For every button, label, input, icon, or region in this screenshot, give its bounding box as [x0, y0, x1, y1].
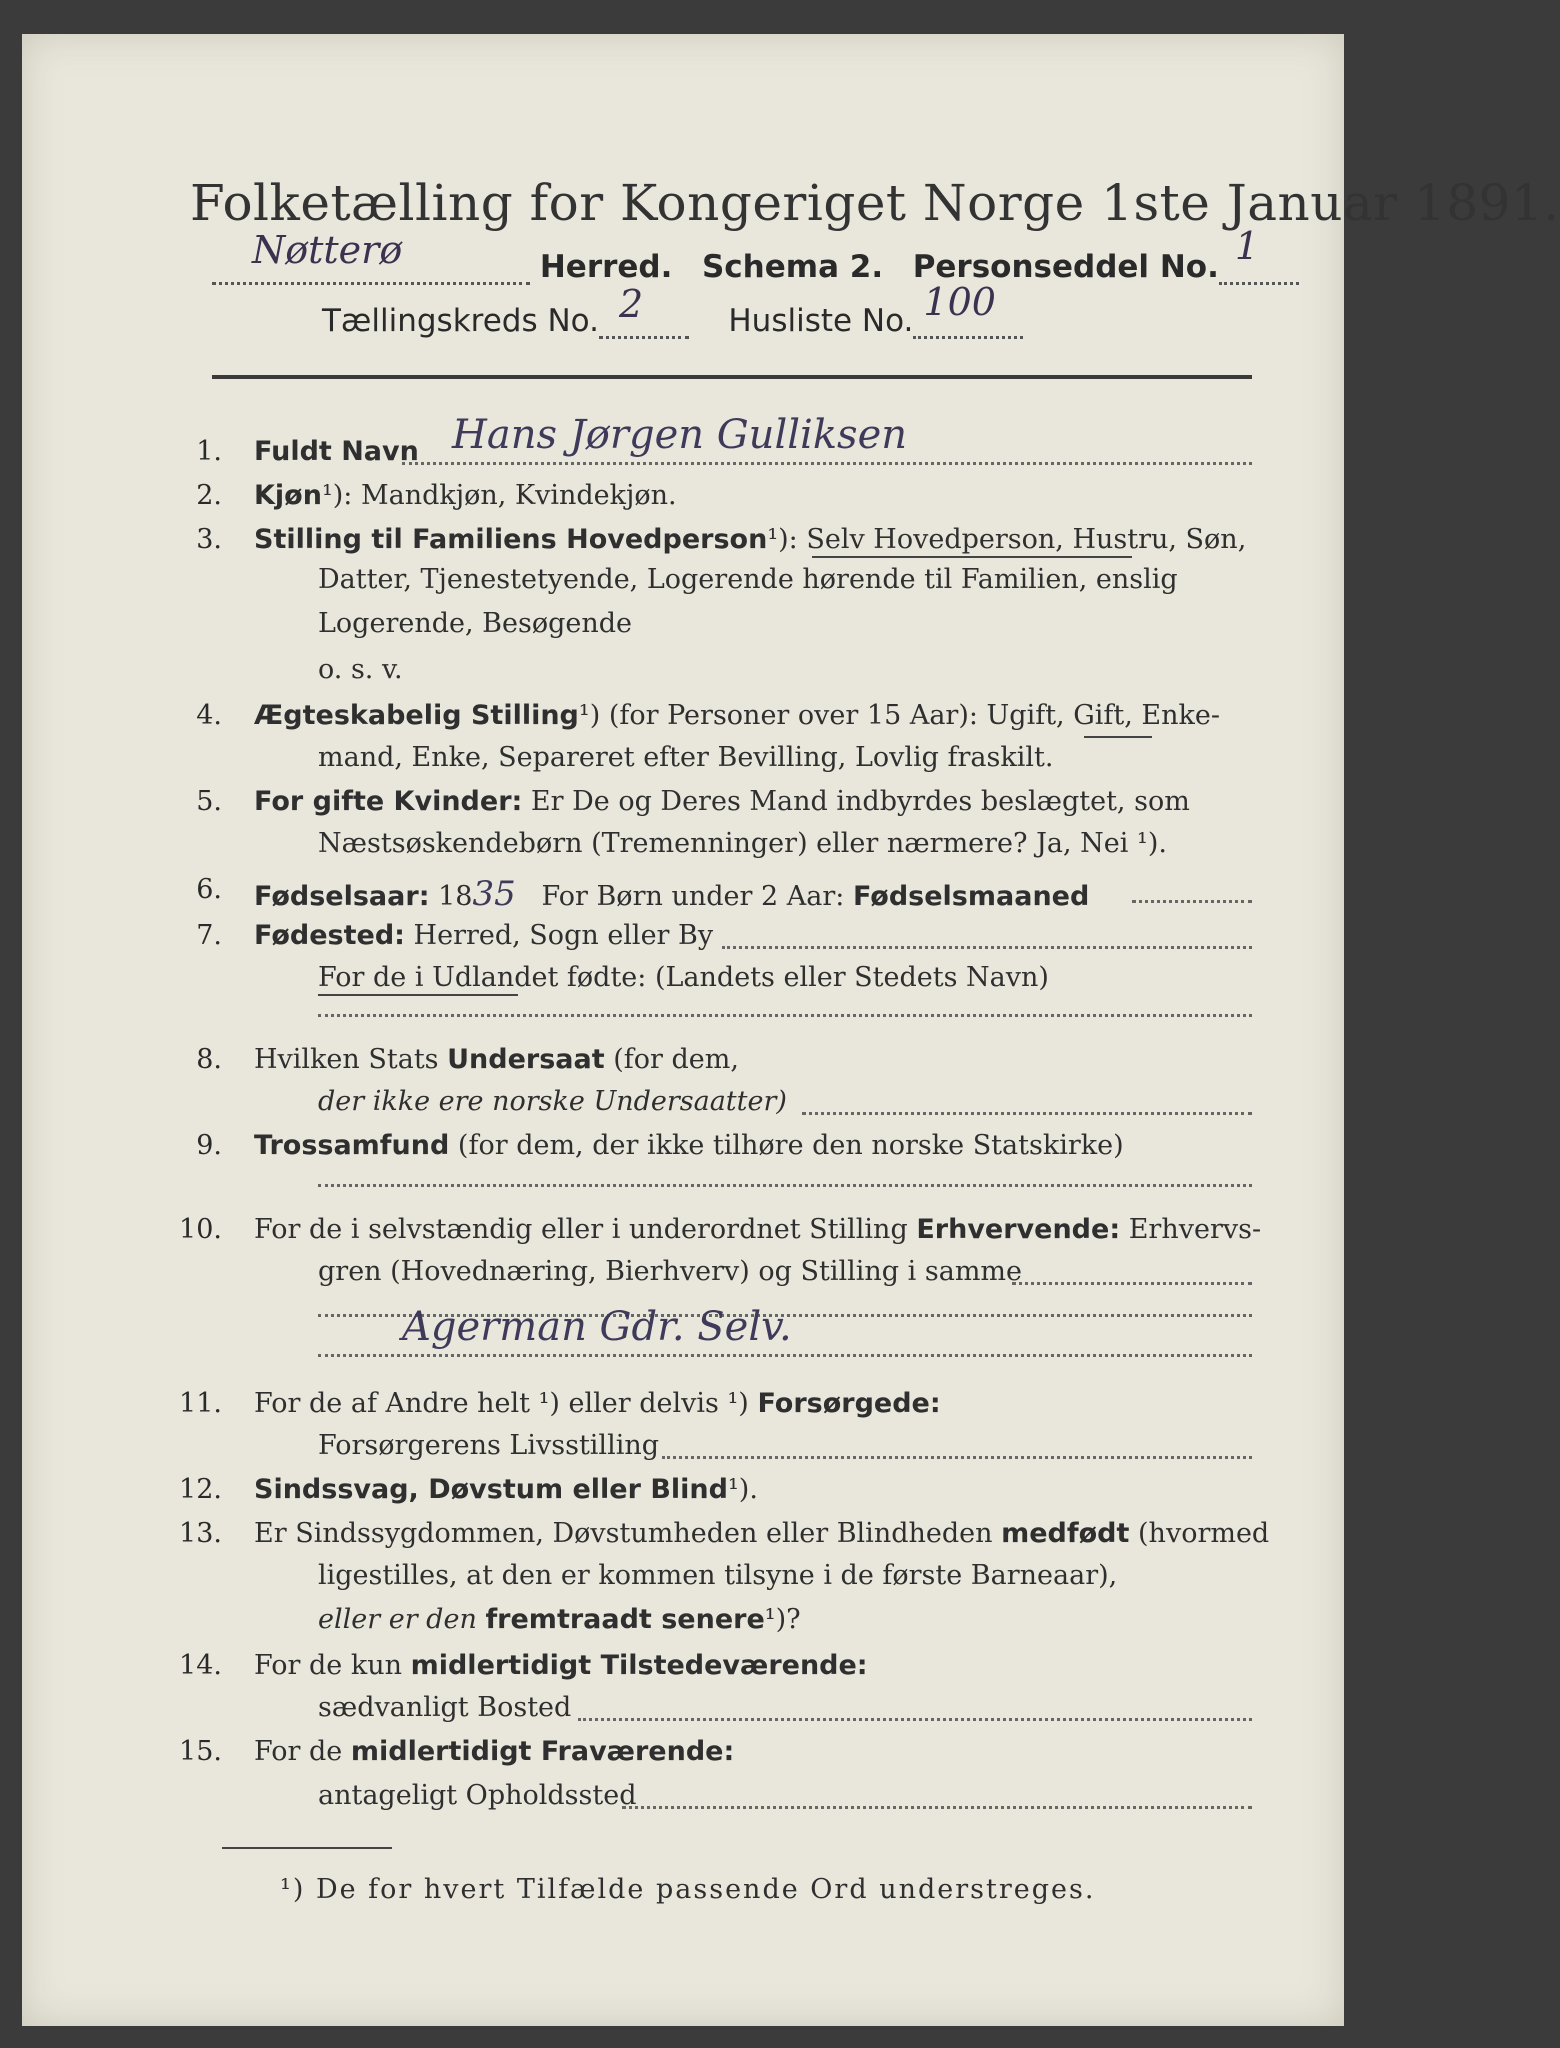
q11-cont1: Forsørgerens Livsstilling — [318, 1430, 660, 1461]
form-title: Folketælling for Kongeriget Norge 1ste Januar 1891. — [190, 174, 1560, 232]
q13-row — [254, 1518, 1269, 1549]
q2-row — [254, 480, 677, 511]
q6-number: 6. — [196, 874, 222, 905]
q13-cont2 — [318, 1604, 801, 1635]
q10-text: Erhvervs- — [1128, 1214, 1262, 1245]
herred-row — [212, 224, 1262, 285]
q4-underline — [1084, 736, 1152, 738]
q10-number: 10. — [179, 1214, 222, 1245]
q3-text: ¹): Selv Hovedperson, Hustru, Søn, — [767, 524, 1247, 555]
q7-number: 7. — [196, 920, 222, 951]
q8-row — [254, 1044, 739, 1075]
q6-answer: 35 — [472, 874, 516, 914]
q10-answer-line-2 — [318, 1334, 1252, 1357]
q5-label: For gifte Kvinder: — [254, 786, 523, 817]
q14-cont1: sædvanligt Bosted — [318, 1692, 572, 1723]
q4-row — [254, 700, 1220, 731]
footnote-rule — [222, 1847, 392, 1849]
q8-prefix: Hvilken Stats — [254, 1044, 439, 1075]
q6-prefix: 18 — [438, 881, 473, 912]
q12-label: Sindssvag, Døvstum eller Blind — [254, 1474, 728, 1505]
q6-label: Fødselsaar: — [254, 881, 430, 912]
q10-row — [254, 1214, 1261, 1245]
q8-cont1: der ikke ere norske Undersaatter) — [318, 1086, 787, 1117]
q3-underline — [812, 556, 1132, 558]
q14-row — [254, 1650, 868, 1681]
q2-text: ¹): Mandkjøn, Kvindekjøn. — [321, 480, 677, 511]
q12-text: ¹). — [727, 1474, 758, 1505]
q11-dots — [662, 1434, 1252, 1459]
kreds-field — [599, 282, 689, 339]
q15-row — [254, 1736, 734, 1767]
personseddel-label: Personseddel No. — [912, 249, 1219, 285]
q13-text: (hvormed — [1138, 1518, 1270, 1549]
q1-answer: Hans Jørgen Gulliksen — [452, 412, 908, 458]
q7-text: Herred, Sogn eller By — [413, 920, 714, 951]
q9-row — [254, 1130, 1124, 1161]
q7-answer-line — [318, 994, 1252, 1017]
q6-text: For Børn under 2 Aar: — [541, 881, 845, 912]
q3-number: 3. — [196, 524, 222, 555]
q11-row — [254, 1388, 941, 1419]
q5-cont1: Næstsøskendebørn (Tremenninger) eller nærmere? Ja, Nei ¹). — [318, 828, 1167, 859]
q8-number: 8. — [196, 1044, 222, 1075]
husliste-value: 100 — [923, 280, 996, 324]
q11-number: 11. — [179, 1388, 222, 1419]
husliste-field — [913, 280, 1023, 339]
q6-label2: Fødselsmaaned — [852, 881, 1090, 912]
q4-cont1: mand, Enke, Separeret efter Bevilling, Lovlig fraskilt. — [318, 742, 1054, 773]
q6-dots — [1132, 878, 1252, 903]
q13-cont2-suffix: ¹)? — [764, 1604, 801, 1635]
herred-label: Herred. — [539, 249, 673, 285]
q5-text: Er De og Deres Mand indbyrdes beslægtet, som — [530, 786, 1190, 817]
q7-row — [254, 920, 713, 951]
q4-number: 4. — [196, 700, 222, 731]
q12-number: 12. — [179, 1474, 222, 1505]
kreds-value: 2 — [618, 282, 644, 326]
q3-cont3: o. s. v. — [318, 654, 403, 685]
q13-cont2-prefix: eller er den — [318, 1604, 477, 1635]
q14-label: midlertidigt Tilstedeværende: — [410, 1650, 868, 1681]
q5-number: 5. — [196, 786, 222, 817]
kreds-row — [322, 280, 1023, 339]
census-form-page — [22, 34, 1560, 2026]
q12-row — [254, 1474, 758, 1505]
q3-label: Stilling til Familiens Hovedperson — [254, 524, 768, 555]
q10-answer: Agerman Gdr. Selv. — [402, 1304, 792, 1350]
q9-number: 9. — [196, 1130, 222, 1161]
q15-number: 15. — [179, 1736, 222, 1767]
q6-row — [254, 874, 1089, 914]
q13-cont2-label: fremtraadt senere — [485, 1604, 765, 1635]
herred-value: Nøtterø — [252, 228, 403, 272]
kreds-label: Tællingskreds No. — [322, 303, 599, 339]
schema-label: Schema 2. — [701, 249, 884, 285]
q14-number: 14. — [179, 1650, 222, 1681]
q7-label: Fødested: — [254, 920, 405, 951]
q11-prefix: For de af Andre helt ¹) eller delvis ¹) — [254, 1388, 749, 1419]
q3-cont1: Datter, Tjenestetyende, Logerende hørende til Familien, enslig — [318, 564, 1178, 595]
q2-number: 2. — [196, 480, 222, 511]
personseddel-field — [1219, 224, 1299, 285]
q14-dots — [578, 1696, 1252, 1721]
herred-field — [212, 228, 530, 285]
q1-label: Fuldt Navn — [254, 436, 419, 467]
q3-row — [254, 524, 1246, 555]
q15-label: midlertidigt Fraværende: — [350, 1736, 735, 1767]
q13-cont1: ligestilles, at den er kommen tilsyne i de første Barneaar), — [318, 1560, 1118, 1591]
q15-prefix: For de — [254, 1736, 343, 1767]
q13-number: 13. — [179, 1518, 222, 1549]
q14-prefix: For de kun — [254, 1650, 402, 1681]
q9-answer-line — [318, 1164, 1252, 1187]
q8-dots — [802, 1090, 1252, 1115]
q11-label: Forsørgede: — [757, 1388, 941, 1419]
q1-number: 1. — [196, 436, 222, 467]
footnote: ¹) De for hvert Tilfælde passende Ord understreges. — [280, 1874, 1096, 1905]
personseddel-value: 1 — [1234, 224, 1260, 268]
q2-label: Kjøn — [254, 480, 322, 511]
q9-text: (for dem, der ikke tilhøre den norske Statskirke) — [457, 1130, 1124, 1161]
q8-label: Undersaat — [447, 1044, 605, 1075]
q15-dots — [622, 1784, 1252, 1809]
q10-cont1: gren (Hovednæring, Bierhverv) og Stilling i samme — [318, 1256, 1023, 1287]
q3-cont2: Logerende, Besøgende — [318, 608, 632, 639]
q4-text: ¹) (for Personer over 15 Aar): Ugift, Gift, Enke- — [578, 700, 1220, 731]
q13-label: medfødt — [1001, 1518, 1130, 1549]
q13-prefix: Er Sindssygdommen, Døvstumheden eller Blindheden — [254, 1518, 993, 1549]
q8-text: (for dem, — [613, 1044, 739, 1075]
q10-label: Erhvervende: — [916, 1214, 1121, 1245]
q5-row — [254, 786, 1190, 817]
q10-prefix: For de i selvstændig eller i underordnet Stilling — [254, 1214, 908, 1245]
header-rule — [212, 375, 1252, 379]
q7-cont1: For de i Udlandet fødte: (Landets eller Stedets Navn) — [318, 962, 1049, 993]
husliste-label: Husliste No. — [728, 303, 914, 339]
q4-label: Ægteskabelig Stilling — [254, 700, 579, 731]
q10-dots — [1012, 1260, 1252, 1285]
q15-cont1: antageligt Opholdssted — [318, 1780, 637, 1811]
q9-label: Trossamfund — [254, 1130, 450, 1161]
q7-dots — [722, 924, 1252, 949]
